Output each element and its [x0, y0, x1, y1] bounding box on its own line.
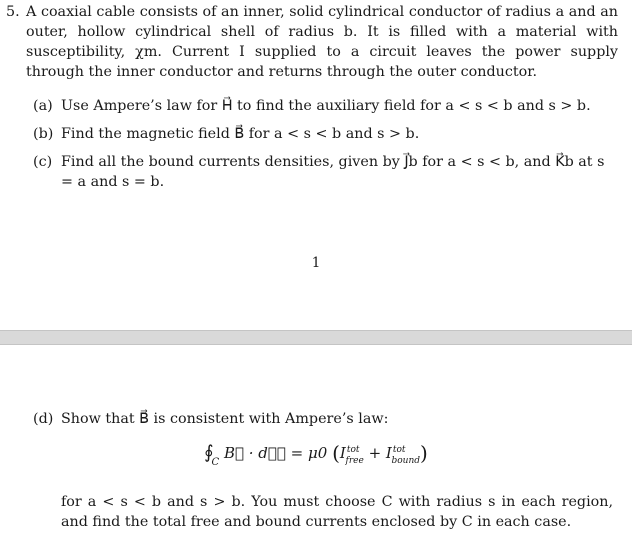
- contour-label: C: [211, 457, 220, 468]
- part-a-label: (a): [33, 98, 53, 114]
- equation-open-paren: (: [332, 441, 340, 465]
- bound-current-symbol: I: [385, 444, 392, 462]
- part-c: [33, 152, 613, 192]
- part-b-text: Find the magnetic field B⃗ for a < s < b and s > b.: [61, 126, 420, 142]
- problem-5: [6, 2, 618, 82]
- part-c-label: (c): [33, 154, 53, 170]
- part-d-label: (d): [33, 411, 54, 427]
- part-b: [33, 124, 613, 144]
- part-d-followup: for a < s < b and s > b. You must choose C with radius s in each region, and find the total free and bound currents enclosed by C in each case.: [61, 494, 613, 530]
- problem-statement: A coaxial cable consists of an inner, solid cylindrical conductor of radius a and an outer, hollow cylindrical shell of radius b. It is filled with a material with susceptibility, χm. Current I supplied to a circuit leaves the power supply through the inner conductor and returns through the outer conductor.: [26, 4, 618, 80]
- equation-close-paren: ): [420, 441, 428, 465]
- problem-number: 5.: [6, 4, 20, 20]
- amperes-law-equation: [0, 441, 632, 468]
- part-d-text: Show that B⃗ is consistent with Ampere’s law:: [61, 411, 389, 427]
- free-current-symbol: I: [339, 444, 346, 462]
- page-2: [0, 345, 632, 548]
- free-current-sub: free: [345, 456, 364, 466]
- part-a: [33, 96, 613, 116]
- page-number: 1: [311, 255, 321, 271]
- free-current-sup: tot: [346, 445, 360, 455]
- part-d: [33, 409, 613, 429]
- page-separator: [0, 330, 632, 345]
- contour-integral-symbol: ∮: [204, 442, 214, 463]
- bound-current-sup: tot: [392, 445, 406, 455]
- bound-current-sub: bound: [391, 456, 421, 466]
- part-c-text: Find all the bound currents densities, given by J⃗b for a < s < b, and K⃗b at s = a and s = b.: [61, 154, 605, 190]
- equation-lhs: B⃗ · dℓ⃗ = μ0: [223, 444, 328, 462]
- part-a-text: Use Ampere’s law for H⃗ to find the auxiliary field for a < s < b and s > b.: [61, 98, 591, 114]
- part-b-label: (b): [33, 126, 54, 142]
- equation-plus: +: [363, 444, 386, 462]
